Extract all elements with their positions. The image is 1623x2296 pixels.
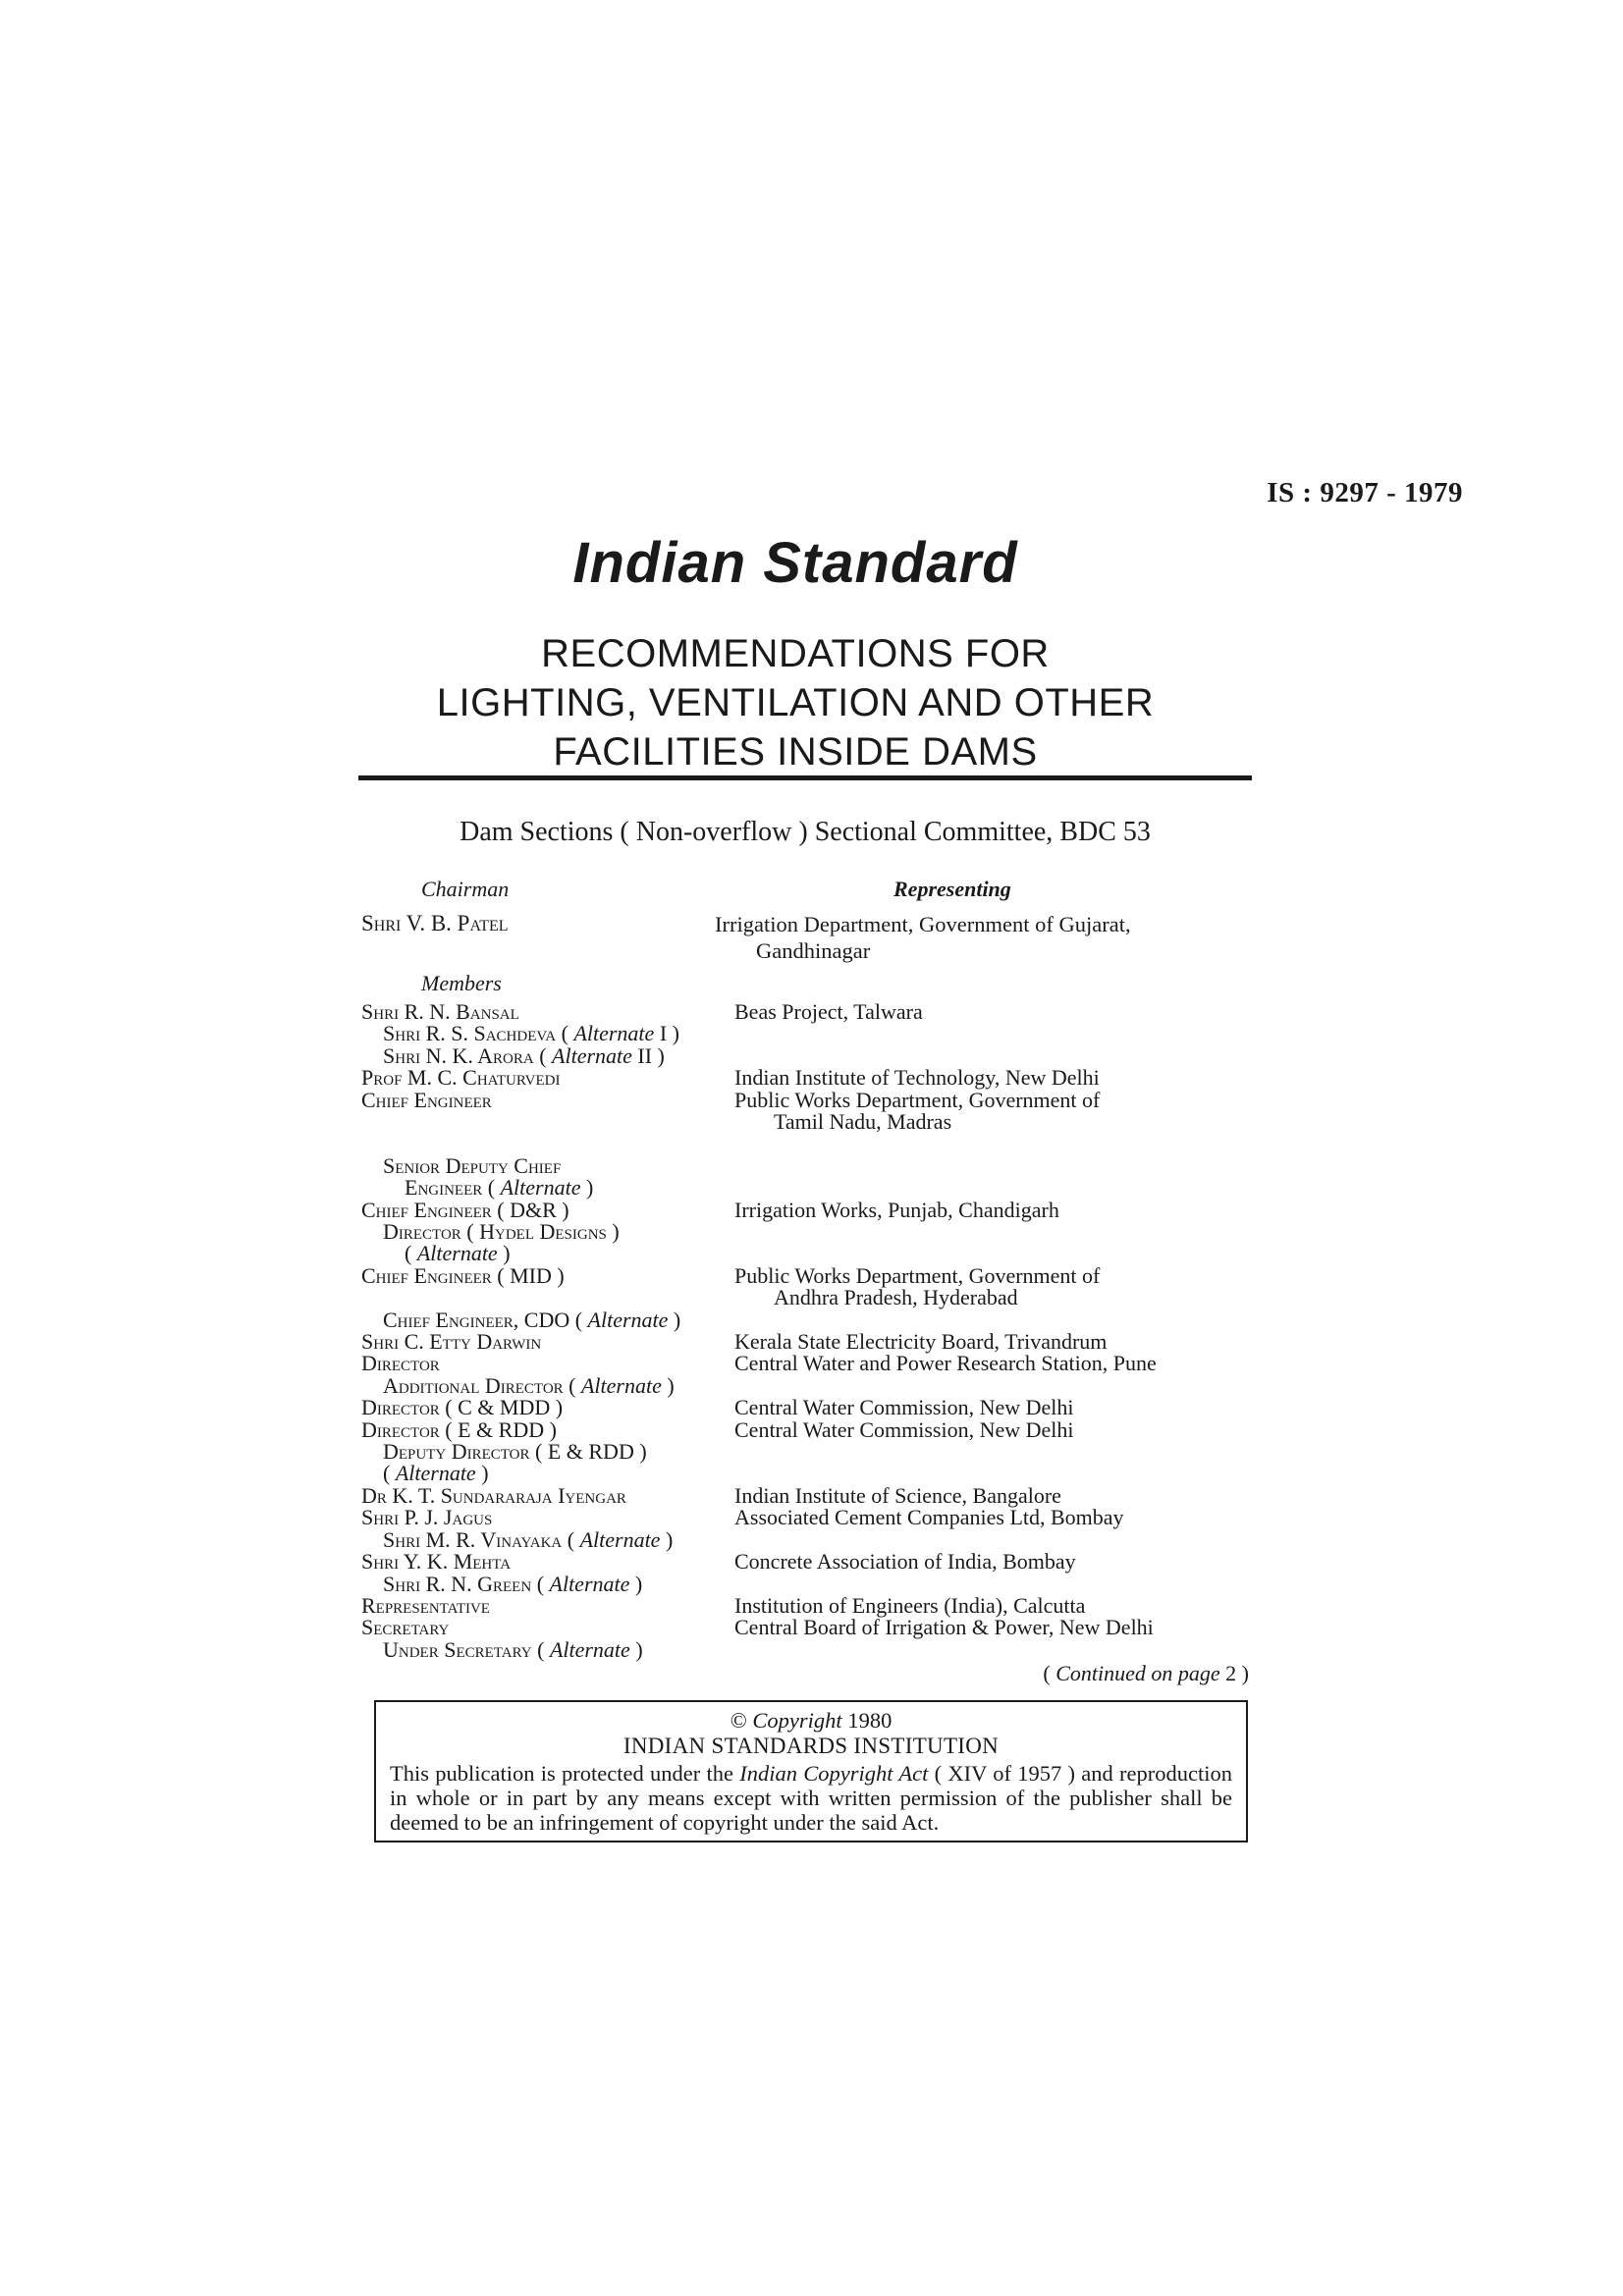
member-name: Deputy Director ( E & RDD ): [383, 1439, 647, 1465]
member-name: Representative: [361, 1592, 490, 1618]
member-row: [361, 1551, 1255, 1573]
member-row: [361, 1067, 1255, 1089]
member-name: Director ( E & RDD ): [361, 1416, 557, 1442]
copyright-label: Copyright: [752, 1708, 842, 1733]
member-row-alternate: Under Secretary ( Alternate ): [361, 1639, 1255, 1661]
member-row-alternate: Additional Director ( Alternate ): [361, 1375, 1255, 1397]
copyright-text-b: ( XIV of 1957 ) and reproduction in whole or in part by any means except with written permission of the publisher shall be deemed to be an infringement of copyright under the said Act.: [390, 1761, 1232, 1835]
member-name: Dr K. T. Sundararaja Iyengar: [361, 1482, 626, 1508]
member-row: [361, 1331, 1255, 1353]
member-name: Under Secretary: [383, 1636, 532, 1662]
member-name: Director ( C & MDD ): [361, 1395, 564, 1420]
title-line-2: LIGHTING, VENTILATION AND OTHER: [436, 681, 1155, 724]
title-divider: [358, 775, 1252, 780]
committee-name: Dam Sections ( Non-overflow ) Sectional Committee, BDC 53: [460, 817, 1151, 847]
title-line-1: RECOMMENDATIONS FOR: [541, 632, 1050, 675]
member-name: Chief Engineer ( MID ): [361, 1262, 565, 1288]
member-organisation: Irrigation Works, Punjab, Chandigarh: [734, 1197, 1059, 1222]
copyright-year: 1980: [847, 1708, 893, 1733]
copyright-box: [374, 1700, 1248, 1842]
alternate-label: Alternate: [549, 1571, 630, 1596]
continued-open: (: [1043, 1661, 1056, 1685]
member-row-alternate-cont: ( Alternate ): [383, 1461, 489, 1486]
member-organisation: Indian Institute of Science, Bangalore: [734, 1482, 1061, 1508]
chairman-organisation: [715, 911, 1245, 964]
title-line-3: FACILITIES INSIDE DAMS: [553, 730, 1038, 774]
member-row: [361, 1507, 1255, 1528]
member-organisation: Central Water and Power Research Station, Pune: [734, 1351, 1157, 1376]
member-row-alternate-cont: Engineer ( Alternate ): [361, 1177, 1255, 1199]
member-row-alternate: [361, 1441, 1255, 1463]
chairman-heading: Chairman: [421, 877, 510, 901]
member-name: Additional Director: [383, 1372, 564, 1398]
member-organisation: Beas Project, Talwara: [734, 999, 923, 1024]
member-row-alternate: [361, 1221, 1255, 1243]
member-row: [361, 1482, 1255, 1508]
alternate-label: Alternate: [573, 1021, 655, 1046]
member-row-alternate: Chief Engineer, CDO ( Alternate ): [361, 1309, 1255, 1331]
member-org-line-1: Public Works Department, Government of: [734, 1262, 1101, 1288]
title-block: [275, 530, 1316, 776]
alternate-suffix: II ): [637, 1042, 665, 1068]
member-organisation: [734, 1087, 1255, 1135]
alternate-label: Alternate: [500, 1175, 581, 1201]
chairman-org-line-2: Gandhinagar: [756, 938, 871, 963]
member-name: Shri P. J. Jagus: [361, 1505, 493, 1530]
member-row-alternate: Shri R. S. Sachdeva ( Alternate I ): [361, 1023, 1255, 1044]
member-name: Director: [361, 1351, 440, 1376]
member-organisation: [734, 1262, 1255, 1310]
member-name: Shri R. S. Sachdeva: [383, 1021, 557, 1046]
member-row: [361, 1416, 1255, 1442]
member-row: [361, 1262, 1255, 1310]
copyright-text: [376, 1759, 1246, 1835]
member-org-line-1: Public Works Department, Government of: [734, 1087, 1101, 1112]
member-row: [361, 1592, 1255, 1618]
member-name: Shri M. R. Vinayaka: [383, 1526, 563, 1552]
members-list: [361, 1001, 1255, 1661]
member-name: Chief Engineer, CDO: [383, 1307, 570, 1332]
alternate-label: Alternate: [549, 1636, 630, 1662]
alternate-label: Alternate: [580, 1372, 662, 1398]
member-organisation: Concrete Association of India, Bombay: [734, 1549, 1076, 1575]
member-name: Shri N. K. Arora: [383, 1042, 534, 1068]
member-row: [361, 1087, 1255, 1135]
standard-number: IS : 9297 - 1979: [1267, 477, 1463, 508]
member-row: [361, 1197, 1255, 1222]
title-brand: Indian Standard: [572, 531, 1018, 595]
member-name-cont: Engineer: [405, 1175, 483, 1201]
member-organisation: Associated Cement Companies Ltd, Bombay: [734, 1505, 1124, 1530]
member-organisation: Kerala State Electricity Board, Trivandrum: [734, 1329, 1108, 1355]
member-org-line-2: Andhra Pradesh, Hyderabad: [774, 1285, 1018, 1310]
member-name: Senior Deputy Chief: [383, 1152, 562, 1178]
copyright-institution: INDIAN STANDARDS INSTITUTION: [622, 1734, 1000, 1758]
member-row: [361, 1001, 1255, 1023]
representing-heading: Representing: [893, 877, 1011, 901]
member-organisation: Indian Institute of Technology, New Delhi: [734, 1065, 1100, 1091]
chairman-name: Shri V. B. Patel: [361, 911, 509, 935]
alternate-label: Alternate: [416, 1241, 498, 1266]
chairman-org-line-1: Irrigation Department, Government of Gujarat,: [715, 912, 1131, 936]
copyright-text-a: This publication is protected under the: [390, 1761, 740, 1786]
member-organisation: Central Water Commission, New Delhi: [734, 1395, 1074, 1420]
member-row-alternate: [361, 1152, 1255, 1178]
member-name: Shri R. N. Green: [383, 1571, 532, 1596]
member-row-alternate: Shri R. N. Green ( Alternate ): [361, 1574, 1255, 1595]
member-name: Prof M. C. Chaturvedi: [361, 1065, 561, 1091]
member-name: Shri C. Etty Darwin: [361, 1329, 542, 1355]
member-row: [361, 1397, 1255, 1418]
member-row: [361, 1353, 1255, 1374]
continued-close: 2 ): [1219, 1661, 1249, 1685]
member-organisation: Central Board of Irrigation & Power, New Delhi: [734, 1615, 1154, 1640]
continued-note: [982, 1661, 1249, 1686]
copyright-icon: ©: [730, 1708, 747, 1733]
member-name: Chief Engineer ( D&R ): [361, 1197, 569, 1222]
member-row: [361, 1617, 1255, 1638]
member-name: Director ( Hydel Designs ): [383, 1219, 620, 1245]
member-name: Shri Y. K. Mehta: [361, 1549, 512, 1575]
member-org-line-2: Tamil Nadu, Madras: [774, 1109, 952, 1135]
member-row-alternate-cont: ( Alternate ): [405, 1241, 511, 1266]
copyright-line: [376, 1708, 1246, 1734]
member-name: Secretary: [361, 1615, 450, 1640]
member-organisation: Central Water Commission, New Delhi: [734, 1416, 1074, 1442]
member-organisation: Institution of Engineers (India), Calcutta: [734, 1592, 1086, 1618]
alternate-label: Alternate: [587, 1307, 669, 1332]
copyright-act: Indian Copyright Act: [739, 1761, 929, 1786]
alternate-suffix: I ): [659, 1021, 679, 1046]
alternate-label: Alternate: [579, 1526, 661, 1552]
members-heading: Members: [421, 971, 502, 995]
continued-text: Continued on page: [1055, 1661, 1220, 1685]
member-name: Chief Engineer: [361, 1087, 492, 1112]
member-name: Shri R. N. Bansal: [361, 999, 519, 1024]
member-row-alternate: Shri M. R. Vinayaka ( Alternate ): [361, 1529, 1255, 1551]
alternate-label: Alternate: [395, 1461, 476, 1486]
alternate-label: Alternate: [552, 1042, 632, 1068]
member-row-alternate: Shri N. K. Arora ( Alternate II ): [361, 1045, 1255, 1067]
